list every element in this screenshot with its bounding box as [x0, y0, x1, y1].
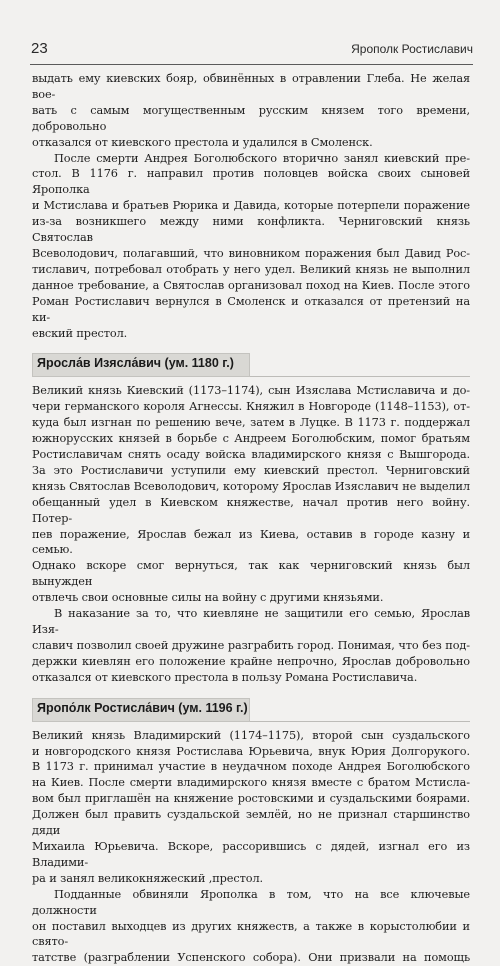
text-line: пев поражение, Ярослав бежал из Киева, оставив в городе казну и семью. [32, 527, 470, 557]
text-line: отказался от киевского престола и удалился в Смоленск. [32, 135, 373, 149]
text-line: Ростиславичам снять осаду войска владимирского князя с Вышгорода. [32, 448, 470, 462]
text-line: славич позволил своей дружине разграбить город. Понимая, что без под- [32, 638, 470, 652]
text-line: Михаила Юрьевича. Вскоре, рассорившись с дядей, изгнал его из Владими- [32, 839, 470, 869]
intro-paragraph-1 [32, 71, 470, 151]
text-line: Великий князь Киевский (1173–1174), сын Изяслава Мстиславича и до- [32, 384, 470, 398]
section1-paragraph-2 [32, 606, 470, 686]
text-line: евский престол. [32, 326, 128, 340]
intro-paragraph-2 [32, 151, 470, 342]
text-line: обещанный удел в Киевском княжестве, начал против него войну. Потер- [32, 495, 470, 525]
section-title: Яросла́в Изясла́вич (ум. 1180 г.) [37, 356, 234, 371]
section-title: Яропо́лк Ростисла́вич (ум. 1196 г.) [37, 700, 248, 715]
section2-paragraph-2 [32, 887, 470, 966]
text-line: стол. В 1176 г. направил против половцев войска своих сыновей Ярополка [32, 167, 470, 197]
text-line: держки киевлян его положение крайне непрочно, Ярослав добровольно [32, 654, 470, 668]
text-line: и Мстислава и братьев Рюрика и Давида, которые потерпели поражение [32, 199, 470, 213]
text-line: чери германского короля Агнессы. Княжил в Новгороде (1148–1153), от- [32, 400, 470, 414]
text-line: и новгородского князя Ростислава Юрьевича, внук Юрия Долгорукого. [32, 744, 470, 758]
text-line: Однако вскоре смог вернуться, так как черниговский князь был вынужден [32, 559, 470, 589]
text-line: Великий князь Владимирский (1174–1175), второй сын суздальского [32, 728, 470, 742]
text-line: отвлечь свои основные силы на войну с другими князьями. [32, 591, 384, 605]
running-title: Ярополк Ростиславич [351, 42, 473, 56]
section-heading-yaropolk [32, 698, 470, 722]
text-line: он поставил выходцев из других княжеств, а также в корыстолюбии и свято- [32, 919, 470, 949]
text-line: южнорусских князей в борьбе с Андреем Боголюбским, помог братьям [32, 432, 470, 446]
page-header [30, 38, 473, 65]
text-line: на Киев. После смерти владимирского князя вместе с братом Мстисла- [32, 776, 470, 790]
text-line: После смерти Андрея Боголюбского вторично занял киевский пре- [54, 151, 470, 165]
section-heading-yaroslav [32, 353, 470, 377]
text-line: Роман Ростиславич вернулся в Смоленск и отказался от претензий на ки- [32, 294, 470, 324]
text-line: вать с самым могущественным русским князем того времени, добровольно [32, 103, 470, 133]
text-line: В наказание за то, что киевляне не защитили его семью, Ярослав Изя- [32, 607, 470, 636]
section2-paragraph-1 [32, 728, 470, 887]
text-line: из-за возникшего между ними конфликта. Черниговский князь Святослав [32, 215, 470, 245]
page-content [32, 71, 470, 966]
page-number: 23 [31, 40, 48, 57]
text-line: Всеволодович, полагавший, что виновником поражения был Давид Рос- [32, 246, 470, 260]
text-line: Должен был править суздальской землёй, но не признал старшинство дяди [32, 808, 470, 838]
text-line: татстве (разграблении Успенского собора). Они призвали на помощь [32, 951, 470, 965]
text-line: данное требование, а Святослав организовал поход на Киев. После этого [32, 278, 470, 292]
text-line: В 1173 г. принимал участие в неудачном походе Андрея Боголюбского [32, 760, 470, 774]
text-line: Подданные обвиняли Ярополка в том, что на все ключевые должности [32, 887, 470, 917]
text-line: князь Святослав Всеволодович, которому Ярослав Изяславич не выделил [32, 479, 470, 493]
section1-paragraph-1 [32, 383, 470, 606]
text-line: отказался от киевского престола в пользу Романа Ростиславича. [32, 670, 418, 684]
text-line: вом был приглашён на княжение ростовскими и суздальскими боярами. [32, 792, 470, 806]
text-line: ра и занял великокняжеский ,престол. [32, 871, 264, 885]
text-line: выдать ему киевских бояр, обвинённых в отравлении Глеба. Не желая воe- [32, 72, 470, 101]
text-line: тиславич, потребовал отобрать у него удел. Великий князь не выполнил [32, 262, 470, 276]
text-line: куда был изгнан по решению вече, затем в Луцке. В 1173 г. поддержал [32, 416, 470, 430]
text-line: За это Ростиславичи уступили ему киевский престол. Черниговский [32, 463, 470, 477]
